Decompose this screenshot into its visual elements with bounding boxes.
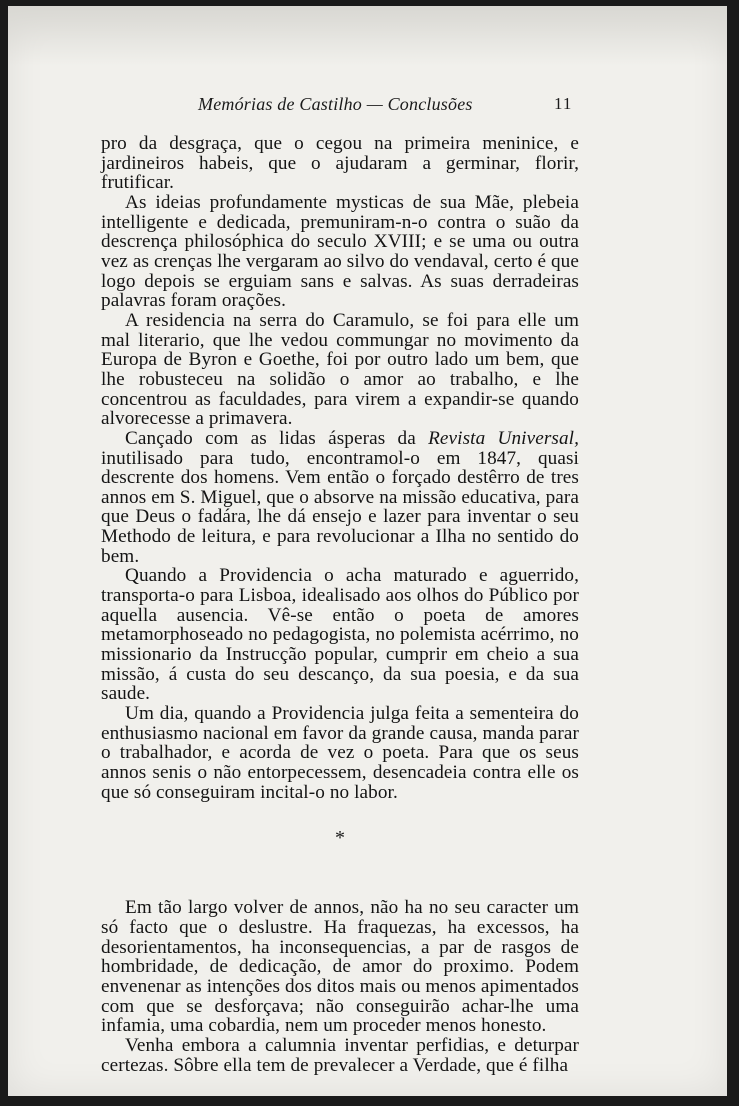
paragraph-8: Venha embora a calumnia inventar perfidias, e deturpar certezas. Sôbre ella tem de prevalecer a Verdade, que é filha bbox=[101, 1034, 579, 1076]
paragraph-5: Quando a Providencia o acha maturado e aguerrido, transporta-o para Lisboa, idealisado aos olhos do Público por aquella ausencia. Vê-se então o poeta de amores metamorphoseado no pedagogista, no polemista acérrimo, no missionario da Instrucção popular, cumprir em cheio a sua missão, á custa do seu descanço, da sua poesia, e da sua saude. bbox=[101, 565, 579, 705]
running-header bbox=[8, 94, 727, 120]
running-title: Memórias de Castilho — Conclusões bbox=[198, 94, 473, 114]
separator-gap bbox=[101, 878, 579, 898]
body-text bbox=[101, 134, 579, 1075]
paragraph-4 bbox=[101, 429, 579, 567]
paragraph-4-lead: Cançado com as lidas ásperas da bbox=[125, 427, 429, 449]
page-top-shade bbox=[8, 6, 727, 66]
paragraph-3: A residencia na serra do Caramulo, se foi para elle um mal literario, que lhe vedou commungar no movimento da Europa de Byron e Goethe, foi por outro lado um bem, que lhe robusteceu na solidão o amor ao trabalho, e lhe concentrou as faculdades, para virem a expandir-se quando alvorecesse a primavera. bbox=[101, 309, 579, 430]
paragraph-2: As ideias profundamente mysticas de sua Mãe, plebeia intelligente e dedicada, premuniram-n-o contra o suão da descrença philosóphica do seculo XVIII; e se uma ou outra vez as crenças lhe vergaram ao silvo do vendaval, certo é que logo depois se erguiam sans e salvas. As suas derradeiras palavras foram orações. bbox=[101, 191, 579, 312]
paragraph-6: Um dia, quando a Providencia julga feita a sementeira do enthusiasmo nacional em favor da grande causa, manda parar o trabalhador, e acorda de vez o poeta. Para que os seus annos senis o não entorpecessem, desencadeia contra elle os que só conseguiram incital-o no labor. bbox=[101, 703, 579, 803]
section-separator: * bbox=[334, 827, 346, 850]
paragraph-7: Em tão largo volver de annos, não ha no seu caracter um só facto que o deslustre. Ha fraquezas, ha excessos, ha desorientamentos, ha inconsequencias, a par de rasgos de hombridade, de dedicação, de amor do proximo. Podem envenenar as intenções dos ditos mais ou menos apimentados com que se desforçava; não conseguirão achar-lhe uma infamia, uma cobardia, nem um proceder menos honesto. bbox=[101, 897, 579, 1037]
page-number: 11 bbox=[554, 94, 573, 113]
journal-title: Revista Universal, bbox=[428, 427, 579, 449]
paragraph-1: pro da desgraça, que o cegou na primeira meninice, e jardineiros habeis, que o ajudaram a germinar, florir, frutificar. bbox=[101, 133, 579, 194]
book-page bbox=[8, 6, 727, 1096]
paragraph-4-rest: inutilisado para tudo, encontramol-o em 1847, quasi descrente dos homens. Vem então o forçado destêrro de tres annos em S. Miguel, que o absorve na missão educativa, para que Deus o fadára, lhe dá ensejo e lazer para inventar o seu Methodo de leitura, e para revolucionar a Ilha no sentido do bem. bbox=[101, 447, 579, 567]
